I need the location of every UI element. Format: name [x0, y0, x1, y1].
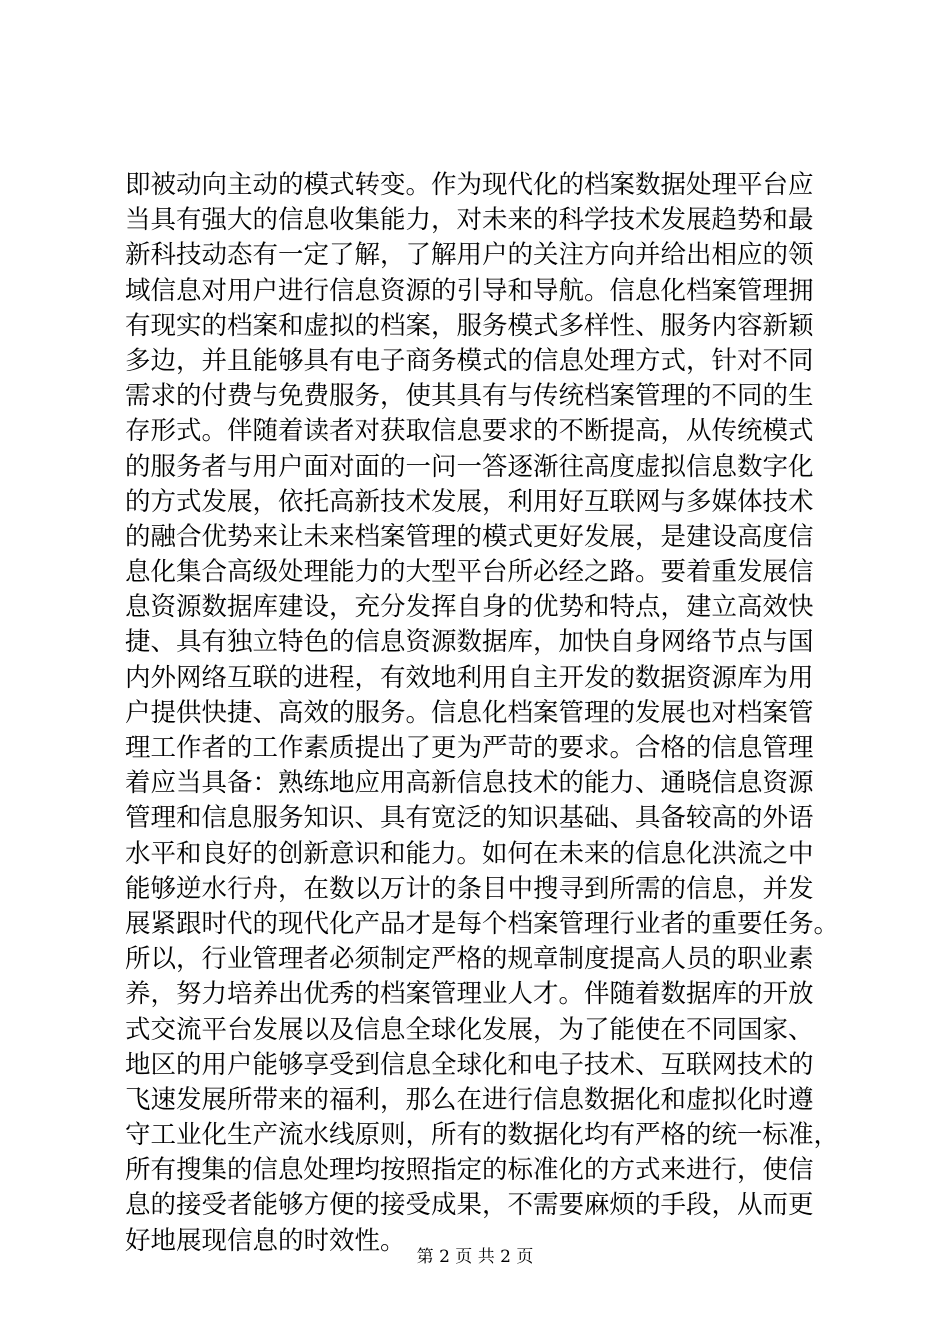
text-line: 养，努力培养出优秀的档案管理业人才。伴随着数据库的开放	[125, 979, 814, 1010]
text-line: 飞速发展所带来的福利，那么在进行信息数据化和虚拟化时遵	[125, 1084, 814, 1115]
text-line: 息化集合高级处理能力的大型平台所必经之路。要着重发展信	[125, 557, 814, 588]
text-line: 的融合优势来让未来档案管理的模式更好发展，是建设高度信	[125, 521, 814, 552]
text-line: 好地展现信息的时效性。	[125, 1225, 406, 1256]
text-line: 管理和信息服务知识、具有宽泛的知识基础、具备较高的外语	[125, 803, 814, 834]
text-line: 的方式发展，依托高新技术发展，利用好互联网与多媒体技术	[125, 486, 814, 517]
text-line: 息的接受者能够方便的接受成果，不需要麻烦的手段，从而更	[125, 1190, 814, 1221]
text-line: 有现实的档案和虚拟的档案，服务模式多样性、服务内容新颖	[125, 310, 814, 341]
text-line: 能够逆水行舟，在数以万计的条目中搜寻到所需的信息，并发	[125, 873, 814, 904]
text-line: 多边，并且能够具有电子商务模式的信息处理方式，针对不同	[125, 345, 814, 376]
text-line: 新科技动态有一定了解，了解用户的关注方向并给出相应的领	[125, 240, 814, 271]
text-line: 当具有强大的信息收集能力，对未来的科学技术发展趋势和最	[125, 205, 814, 236]
text-line: 水平和良好的创新意识和能力。如何在未来的信息化洪流之中	[125, 838, 814, 869]
text-line: 式交流平台发展以及信息全球化发展，为了能使在不同国家、	[125, 1014, 814, 1045]
text-line: 内外网络互联的进程，有效地利用自主开发的数据资源库为用	[125, 662, 814, 693]
text-line: 户提供快捷、高效的服务。信息化档案管理的发展也对档案管	[125, 697, 814, 728]
text-line: 息资源数据库建设，充分发挥自身的优势和特点，建立高效快	[125, 592, 814, 623]
text-line: 的服务者与用户面对面的一问一答逐渐往高度虚拟信息数字化	[125, 451, 814, 482]
text-line: 所有搜集的信息处理均按照指定的标准化的方式来进行，使信	[125, 1155, 814, 1186]
text-line: 理工作者的工作素质提出了更为严苛的要求。合格的信息管理	[125, 733, 814, 763]
text-line: 展紧跟时代的现代化产品才是每个档案管理行业者的重要任务。	[125, 908, 840, 939]
text-line: 即被动向主动的模式转变。作为现代化的档案数据处理平台应	[125, 170, 814, 200]
page-number-footer: 第 2 页 共 2 页	[416, 1247, 534, 1267]
text-line: 需求的付费与免费服务，使其具有与传统档案管理的不同的生	[125, 381, 814, 412]
text-line: 着应当具备：熟练地应用高新信息技术的能力、通晓信息资源	[125, 768, 814, 799]
text-line: 地区的用户能够享受到信息全球化和电子技术、互联网技术的	[125, 1049, 814, 1080]
body-paragraph	[125, 168, 845, 1259]
text-line: 所以，行业管理者必须制定严格的规章制度提高人员的职业素	[125, 944, 814, 975]
text-line: 域信息对用户进行信息资源的引导和导航。信息化档案管理拥	[125, 275, 814, 306]
text-line: 存形式。伴随着读者对获取信息要求的不断提高，从传统模式	[125, 416, 814, 447]
text-line: 守工业化生产流水线原则，所有的数据化均有严格的统一标准，	[125, 1120, 840, 1151]
text-line: 捷、具有独立特色的信息资源数据库，加快自身网络节点与国	[125, 627, 814, 658]
